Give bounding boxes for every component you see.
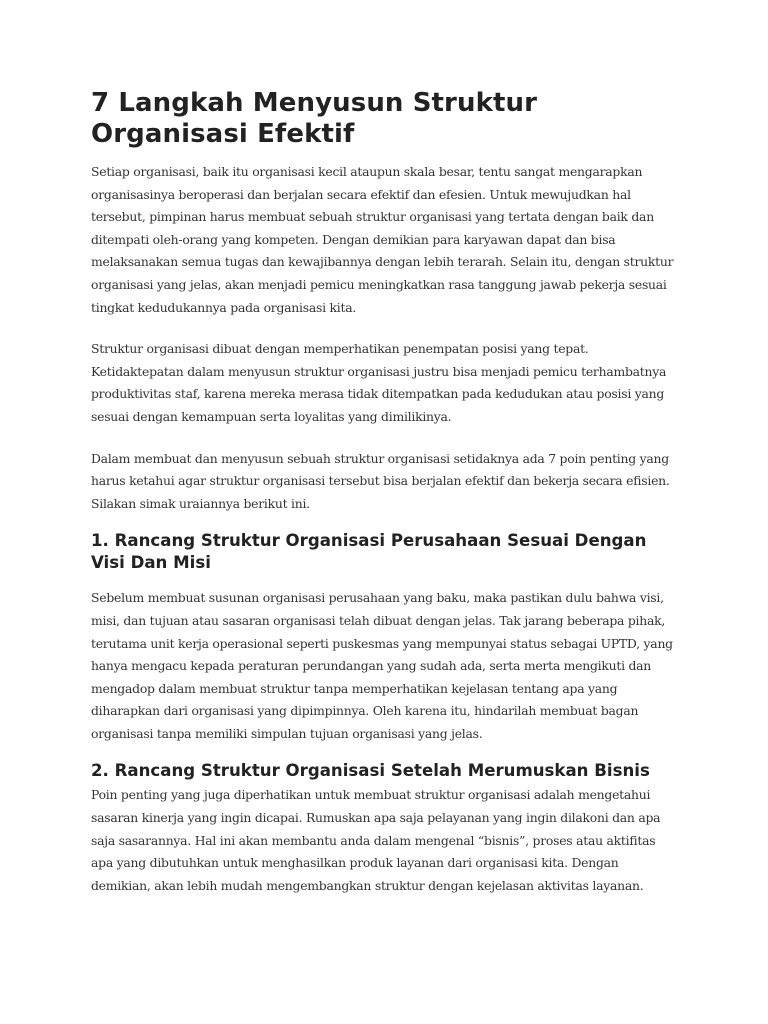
intro-paragraph-1: Setiap organisasi, baik itu organisasi kecil ataupun skala besar, tentu sangat mengarapkan organisasinya beroperasi dan berjalan secara efektif dan efesien. Untuk mewujudkan hal tersebut, pimpinan harus membuat sebuah struktur organisasi yang tertata dengan baik dan ditempati oleh-orang yang kompeten. Dengan demikian para karyawan dapat dan bisa melaksanakan semua tugas dan kewajibannya dengan lebih terarah. Selain itu, dengan struktur organisasi yang jelas, akan menjadi pemicu meningkatkan rasa tanggung jawab pekerja sesuai tingkat kedudukannya pada organisasi kita. xyxy=(91,164,674,315)
page-title: 7 Langkah Menyusun Struktur Organisasi Efektif xyxy=(91,88,538,149)
article xyxy=(91,88,681,897)
section-1-body: Sebelum membuat susunan organisasi perusahaan yang baku, maka pastikan dulu bahwa visi, misi, dan tujuan atau sasaran organisasi telah dibuat dengan jelas. Tak jarang beberapa pihak, terutama unit kerja operasional seperti puskesmas yang mempunyai status sebagai UPTD, yang hanya mengacu kepada peraturan perundangan yang sudah ada, serta merta mengikuti dan mengadop dalam membuat struktur tanpa memperhatikan kejelasan tentang apa yang diharapkan dari organisasi yang dipimpinnya. Oleh karena itu, hindarilah membuat bagan organisasi tanpa memiliki simpulan tujuan organisasi yang jelas. xyxy=(91,590,673,741)
section-1-heading: 1. Rancang Struktur Organisasi Perusahaan Sesuai Dengan Visi Dan Misi xyxy=(91,531,647,573)
intro-paragraph-3: Dalam membuat dan menyusun sebuah struktur organisasi setidaknya ada 7 poin penting yang harus ketahui agar struktur organisasi tersebut bisa berjalan efektif dan bekerja secara efisien. Silakan simak uraiannya berikut ini. xyxy=(91,450,670,511)
section-2-body: Poin penting yang juga diperhatikan untuk membuat struktur organisasi adalah mengetahui sasaran kinerja yang ingin dicapai. Rumuskan apa saja pelayanan yang ingin dilakoni dan apa saja sasarannya. Hal ini akan membantu anda dalam mengenal “bisnis”, proses atau aktifitas apa yang dibutuhkan untuk menghasilkan produk layanan dari organisasi kita. Dengan demikian, akan lebih mudah mengembangkan struktur dengan kejelasan aktivitas layanan. xyxy=(91,787,661,893)
intro-paragraph-2: Struktur organisasi dibuat dengan memperhatikan penempatan posisi yang tepat. Ketidaktepatan dalam menyusun struktur organisasi justru bisa menjadi pemicu terhambatnya produktivitas staf, karena mereka merasa tidak ditempatkan pada kedudukan atau posisi yang sesuai dengan kemampuan serta loyalitas yang dimilikinya. xyxy=(91,341,667,424)
section-2-heading: 2. Rancang Struktur Organisasi Setelah Merumuskan Bisnis xyxy=(91,761,650,781)
